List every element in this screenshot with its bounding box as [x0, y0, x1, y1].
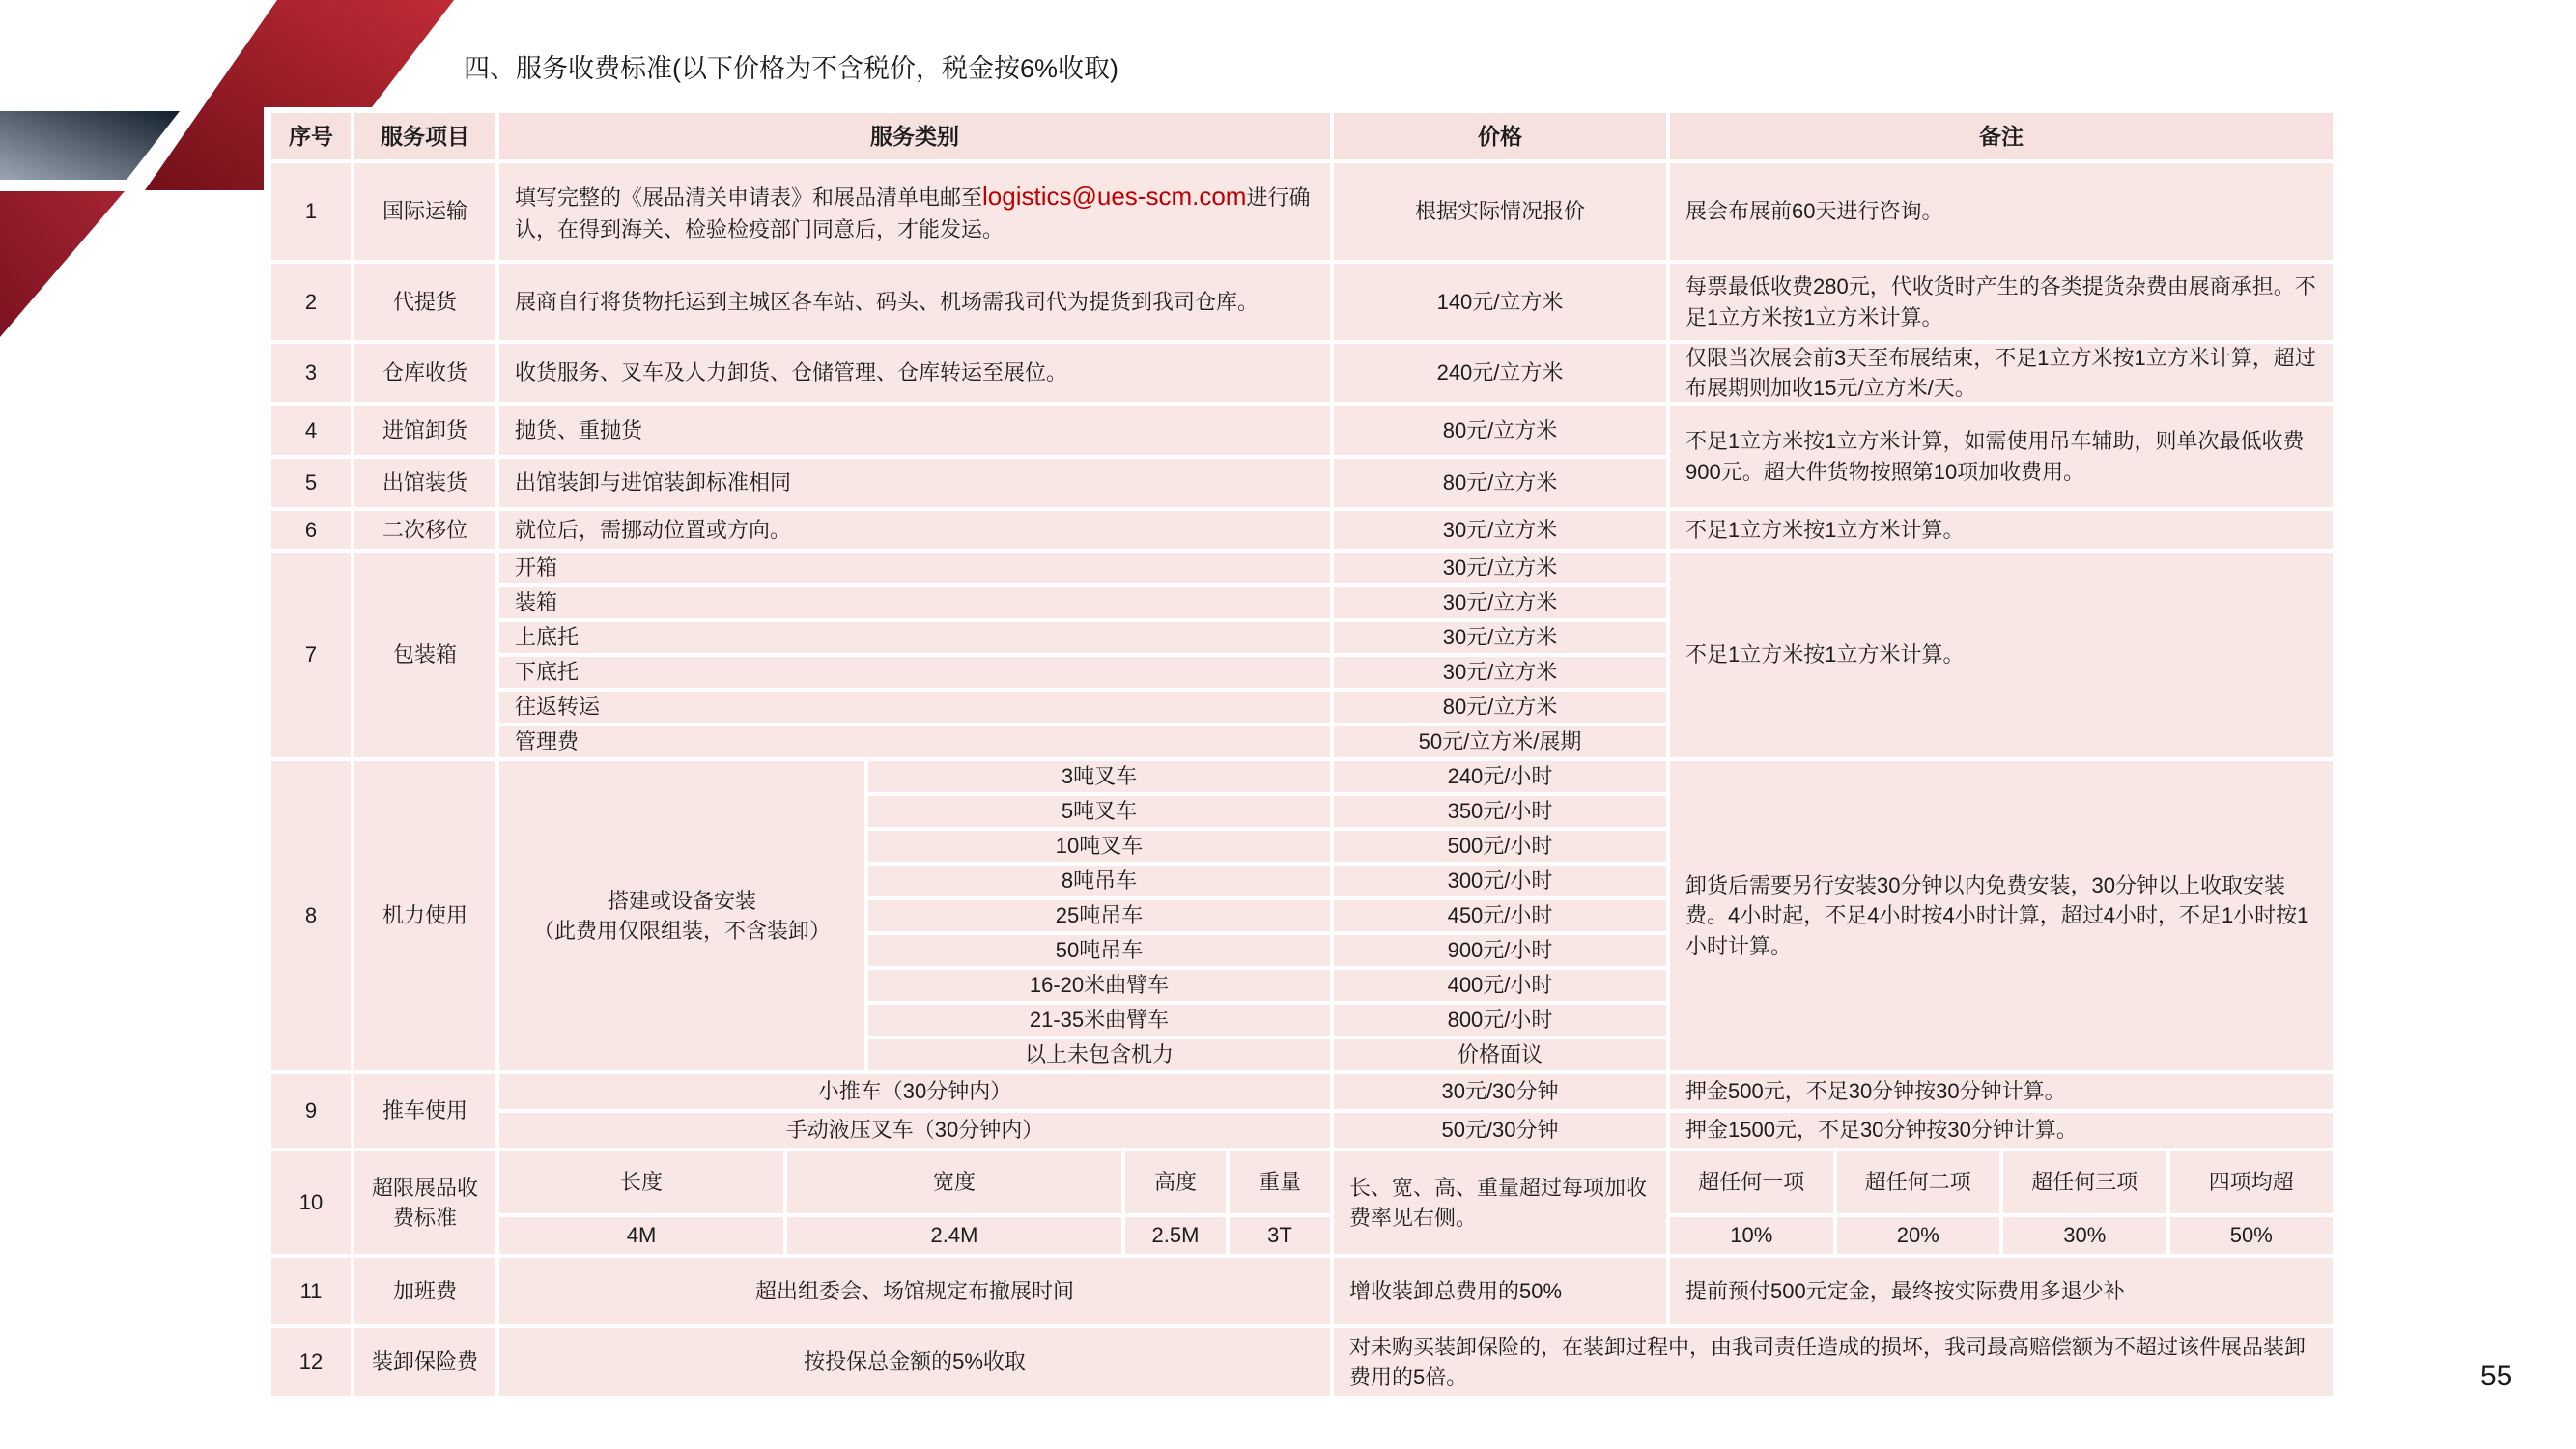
cell-price: 30元/立方米	[1334, 622, 1666, 653]
cell-price: 30元/立方米	[1334, 553, 1666, 583]
cell-item: 进馆卸货	[354, 406, 495, 455]
cell-item: 仓库收货	[354, 344, 495, 402]
cell-no: 8	[271, 761, 351, 1070]
cell-price: 400元/小时	[1334, 970, 1666, 1001]
overlimit-label: 超任何二项	[1837, 1151, 2000, 1213]
table-row-group-10	[271, 1151, 2333, 1254]
sub-row	[868, 796, 1666, 827]
cell-price: 80元/立方米	[1334, 406, 1666, 455]
cell-no: 3	[271, 344, 351, 402]
cell-vehicle: 以上未包含机力	[868, 1039, 1330, 1070]
overlimit-label: 超任何三项	[2003, 1151, 2166, 1213]
col-header-price: 价格	[1334, 113, 1666, 159]
red-triangle-shape	[0, 191, 125, 337]
cell-price-note: 长、宽、高、重量超过每项加收费率见右侧。	[1334, 1151, 1666, 1254]
cell-price: 80元/立方米	[1334, 459, 1666, 507]
cell-sub-label: 往返转运	[499, 692, 1330, 723]
dim-label: 长度	[499, 1151, 783, 1213]
slate-bar-shape	[0, 111, 180, 180]
cell-remark-merged: 不足1立方米按1立方米计算，如需使用吊车辅助，则单次最低收费900元。超大件货物按照第10项加收费用。	[1670, 406, 2333, 507]
cell-vehicle: 3吨叉车	[868, 761, 1330, 792]
table-row	[271, 459, 1666, 507]
install-label-line1: 搭建或设备安装	[607, 888, 756, 913]
cell-vehicle: 16-20米曲臂车	[868, 970, 1330, 1001]
table-row-group-9	[271, 1074, 2333, 1148]
sub-row	[868, 935, 1666, 966]
sub-row	[868, 866, 1666, 896]
sub-row	[499, 726, 1666, 757]
cell-remark: 展会布展前60天进行咨询。	[1670, 163, 2333, 260]
cell-category	[499, 163, 1330, 260]
cell-price: 30元/立方米	[1334, 657, 1666, 688]
cell-price: 240元/小时	[1334, 761, 1666, 792]
cell-sub-label: 开箱	[499, 553, 1330, 583]
cell-item: 超限展品收费标准	[354, 1151, 495, 1254]
email-link[interactable]: logistics@ues-scm.com	[982, 181, 1247, 211]
row-7-subrows	[499, 553, 1666, 757]
overlimit-value: 30%	[2003, 1217, 2166, 1254]
dim-value: 2.5M	[1125, 1217, 1226, 1254]
col-header-item: 服务项目	[354, 113, 495, 159]
table-row	[271, 344, 2333, 402]
sub-row	[868, 970, 1666, 1001]
cell-price: 30元/立方米	[1334, 587, 1666, 618]
sub-row	[499, 587, 1666, 618]
cell-price: 240元/立方米	[1334, 344, 1666, 402]
cell-price: 50元/30分钟	[1334, 1113, 1666, 1148]
install-label-line2: （此费用仅限组装，不含装卸）	[532, 919, 831, 943]
cell-sub-label: 下底托	[499, 657, 1330, 688]
cell-price: 450元/小时	[1334, 900, 1666, 931]
table-row	[271, 406, 1666, 455]
cell-item: 装卸保险费	[354, 1328, 495, 1396]
dim-label: 重量	[1230, 1151, 1330, 1213]
cell-remark: 押金500元，不足30分钟按30分钟计算。	[1670, 1074, 2333, 1109]
category-text: 填写完整的《展品清关申请表》和展品清单电邮至	[515, 185, 983, 210]
col-header-category: 服务类别	[499, 113, 1330, 159]
table-row	[271, 1328, 2333, 1396]
sub-row	[868, 1005, 1666, 1036]
cell-no: 7	[271, 553, 351, 757]
cell-remark: 不足1立方米按1立方米计算。	[1670, 511, 2333, 549]
overlimit-value: 20%	[1837, 1217, 2000, 1254]
cell-install-label	[499, 761, 864, 1070]
cell-category: 收货服务、叉车及人力卸货、仓储管理、仓库转运至展位。	[499, 344, 1330, 402]
cell-price: 增收装卸总费用的50%	[1334, 1258, 1666, 1324]
cell-item: 二次移位	[354, 511, 495, 549]
sub-row	[499, 553, 1666, 583]
cell-item: 出馆装货	[354, 459, 495, 507]
cell-no: 2	[271, 264, 351, 340]
cell-item: 加班费	[354, 1258, 495, 1324]
cell-price: 350元/小时	[1334, 796, 1666, 827]
cell-item: 机力使用	[354, 761, 495, 1070]
sub-row	[499, 657, 1666, 688]
cell-no: 5	[271, 459, 351, 507]
col-header-remark: 备注	[1670, 113, 2333, 159]
overlimit-label: 超任何一项	[1670, 1151, 1833, 1213]
dim-value: 2.4M	[787, 1217, 1121, 1254]
cell-sub-label: 手动液压叉车（30分钟内）	[499, 1113, 1330, 1148]
cell-price: 800元/小时	[1334, 1005, 1666, 1036]
cell-category: 出馆装卸与进馆装卸标准相同	[499, 459, 1330, 507]
sub-row	[499, 1074, 2333, 1109]
table-header-row	[271, 113, 2333, 159]
page-number: 55	[2480, 1360, 2513, 1392]
sub-row	[868, 831, 1666, 862]
cell-no: 1	[271, 163, 351, 260]
cell-item: 国际运输	[354, 163, 495, 260]
table-row	[271, 163, 2333, 260]
cell-vehicle: 50吨吊车	[868, 935, 1330, 966]
cell-remark-merged: 不足1立方米按1立方米计算。	[1670, 553, 2333, 757]
overlimit-label: 四项均超	[2170, 1151, 2334, 1213]
cell-remark: 提前预付500元定金，最终按实际费用多退少补	[1670, 1258, 2333, 1324]
cell-no: 6	[271, 511, 351, 549]
cell-sub-label: 小推车（30分钟内）	[499, 1074, 1330, 1109]
cell-price: 300元/小时	[1334, 866, 1666, 896]
sub-row	[868, 1039, 1666, 1070]
cell-vehicle: 8吨吊车	[868, 866, 1330, 896]
cell-category: 按投保总金额的5%收取	[499, 1328, 1330, 1396]
cell-remark-merged: 卸货后需要另行安装30分钟以内免费安装，30分钟以上收取安装费。4小时起，不足4小时按4小时计算，超过4小时，不足1小时按1小时计算。	[1670, 761, 2333, 1070]
cell-price: 30元/立方米	[1334, 511, 1666, 549]
cell-price: 根据实际情况报价	[1334, 163, 1666, 260]
dimension-value-row	[499, 1217, 1330, 1254]
dimension-header-row	[499, 1151, 1330, 1213]
dim-value: 4M	[499, 1217, 783, 1254]
row-8-subrows	[868, 761, 1666, 1070]
cell-category: 就位后，需挪动位置或方向。	[499, 511, 1330, 549]
cell-vehicle: 5吨叉车	[868, 796, 1330, 827]
overlimit-header-row	[1670, 1151, 2333, 1213]
cell-price: 900元/小时	[1334, 935, 1666, 966]
sub-row	[499, 622, 1666, 653]
sub-row	[499, 1113, 2333, 1148]
dimension-grid	[499, 1151, 1330, 1254]
dim-label: 高度	[1125, 1151, 1226, 1213]
cell-price: 30元/30分钟	[1334, 1074, 1666, 1109]
cell-category: 抛货、重抛货	[499, 406, 1330, 455]
cell-sub-label: 装箱	[499, 587, 1330, 618]
cell-item: 代提货	[354, 264, 495, 340]
cell-price: 价格面议	[1334, 1039, 1666, 1070]
cell-price: 50元/立方米/展期	[1334, 726, 1666, 757]
cell-vehicle: 21-35米曲臂车	[868, 1005, 1330, 1036]
cell-no: 12	[271, 1328, 351, 1396]
overlimit-value: 50%	[2170, 1217, 2334, 1254]
cell-sub-label: 上底托	[499, 622, 1330, 653]
table-row-group-7	[271, 553, 2333, 757]
cell-category: 展商自行将货物托运到主城区各车站、码头、机场需我司代为提货到我司仓库。	[499, 264, 1330, 340]
table-row	[271, 511, 2333, 549]
cell-note-merged: 对未购买装卸保险的，在装卸过程中，由我司责任造成的损坏，我司最高赔偿额为不超过该件展品装卸费用的5倍。	[1334, 1328, 2333, 1396]
overlimit-grid	[1670, 1151, 2333, 1254]
cell-item: 包装箱	[354, 553, 495, 757]
cell-price: 80元/立方米	[1334, 692, 1666, 723]
col-header-no: 序号	[271, 113, 351, 159]
table-row-group-8	[271, 761, 2333, 1070]
cell-remark: 仅限当次展会前3天至布展结束，不足1立方米按1立方米计算，超过布展期则加收15元/立方米/天。	[1670, 344, 2333, 402]
cell-remark: 押金1500元，不足30分钟按30分钟计算。	[1670, 1113, 2333, 1148]
cell-price: 500元/小时	[1334, 831, 1666, 862]
page-title: 四、服务收费标准(以下价格为不含税价，税金按6%收取)	[464, 54, 1119, 83]
dim-label: 宽度	[787, 1151, 1121, 1213]
table-row-group-4-5	[271, 406, 2333, 507]
category-text: 进行确认，在得到海关、检验检疫部门同意后，才能发运。	[515, 185, 1311, 242]
service-fee-table	[271, 113, 2333, 1396]
overlimit-value-row	[1670, 1217, 2333, 1254]
cell-sub-label: 管理费	[499, 726, 1330, 757]
cell-vehicle: 10吨叉车	[868, 831, 1330, 862]
cell-category: 超出组委会、场馆规定布撤展时间	[499, 1258, 1330, 1324]
cell-item: 推车使用	[354, 1074, 495, 1148]
sub-row	[499, 692, 1666, 723]
cell-no: 10	[271, 1151, 351, 1254]
cell-vehicle: 25吨吊车	[868, 900, 1330, 931]
cell-no: 4	[271, 406, 351, 455]
sub-row	[868, 900, 1666, 931]
table-row	[271, 264, 2333, 340]
cell-price: 140元/立方米	[1334, 264, 1666, 340]
sub-row	[868, 761, 1666, 792]
cell-remark: 每票最低收费280元，代收货时产生的各类提货杂费由展商承担。不足1立方米按1立方米计算。	[1670, 264, 2333, 340]
overlimit-value: 10%	[1670, 1217, 1833, 1254]
cell-no: 11	[271, 1258, 351, 1324]
table-row	[271, 1258, 2333, 1324]
dim-value: 3T	[1230, 1217, 1330, 1254]
cell-no: 9	[271, 1074, 351, 1148]
row-9-subrows	[499, 1074, 2333, 1148]
rows-4-5-stack	[271, 406, 1666, 507]
